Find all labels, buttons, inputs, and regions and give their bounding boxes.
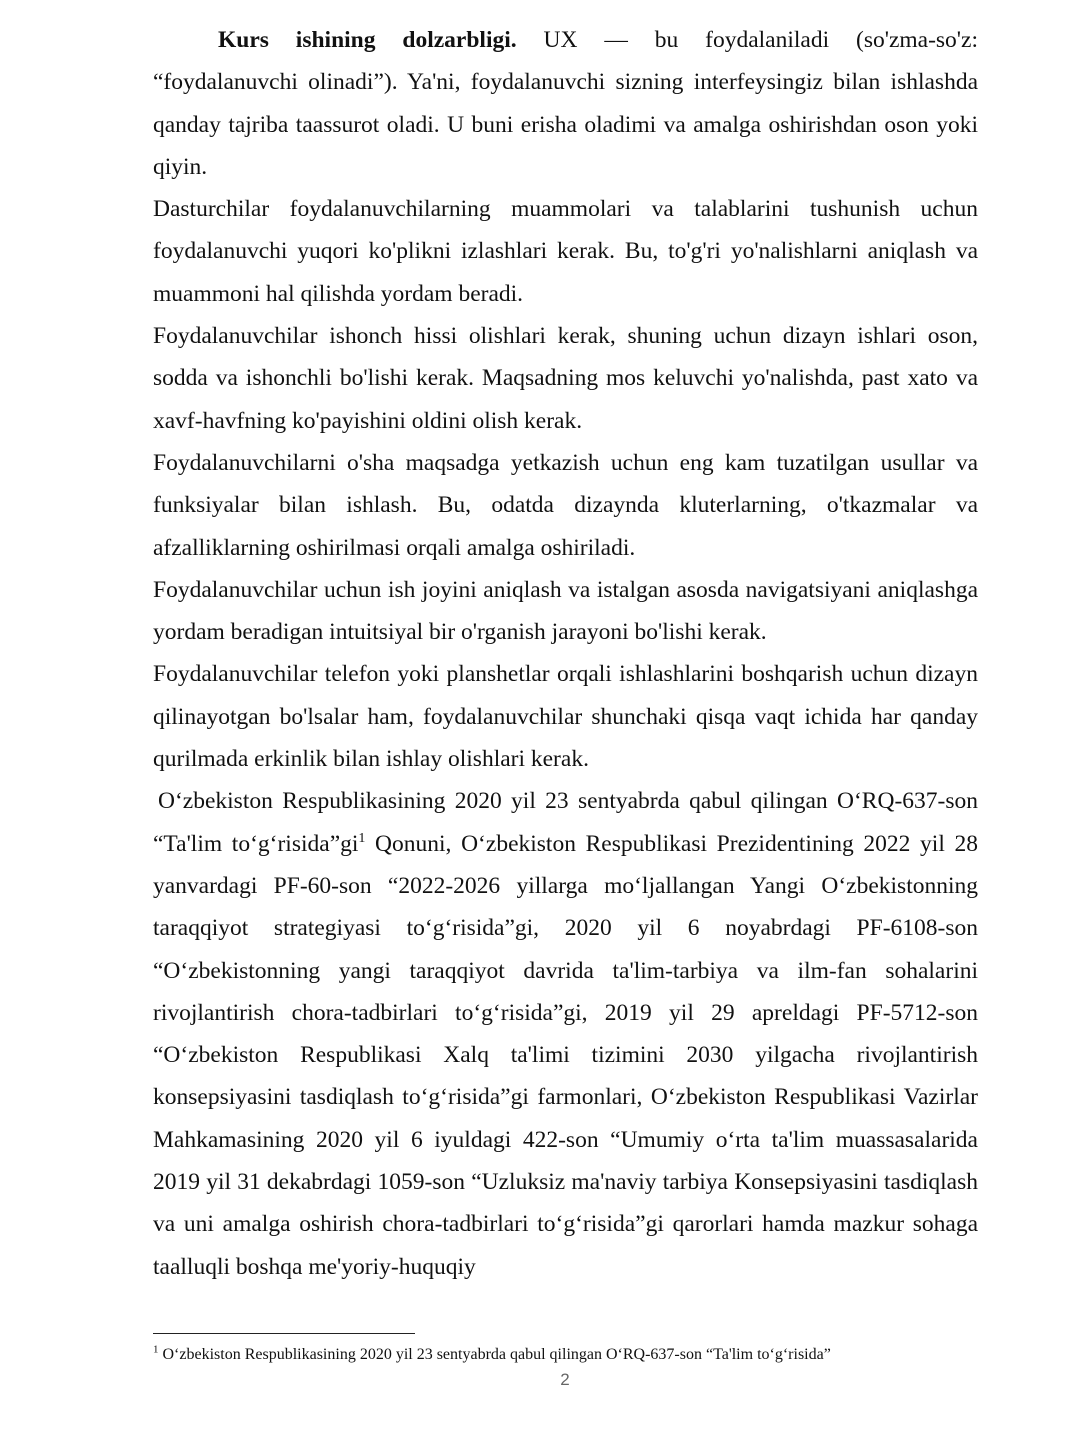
body-text <box>153 19 978 1288</box>
footnote <box>153 1344 978 1366</box>
paragraph-developers: Dasturchilar foydalanuvchilarning muammolari va talablarini tushunish uchun foydalanuvchi yuqori ko'plikni izlashlari kerak. Bu, to'g'ri yo'nalishlarni aniqlash va muammoni hal qilishda yordam beradi. <box>153 196 978 307</box>
footnote-separator <box>153 1333 415 1334</box>
paragraph-relevance <box>153 19 978 188</box>
paragraph-trust: Foydalanuvchilar ishonch hissi olishlari kerak, shuning uchun dizayn ishlari oson, sodda va ishonchli bo'lishi kerak. Maqsadning mos keluvchi yo'nalishda, past xato va xavf-havfning ko'payishini oldini olish kerak. <box>153 323 978 434</box>
legislation-text-start: Oʻzbekiston Respublikasining 2020 yil 23 sentyabrda qabul qilingan OʻRQ-637-son “Ta'lim toʻgʻrisida”gi <box>153 788 978 857</box>
page-number: 2 <box>560 1370 570 1389</box>
paragraph-legislation <box>153 780 978 1288</box>
paragraph-navigation: Foydalanuvchilar uchun ish joyini aniqlash va istalgan asosda navigatsiyani aniqlashga yordam beradigan intuitsiyal bir o'rganish jarayoni bo'lishi kerak. <box>153 576 978 646</box>
legislation-text-rest: Qonuni, Oʻzbekiston Respublikasi Prezidentining 2022 yil 28 yanvardagi PF-60-son “2022-2026 yillarga moʻljallangan Yangi Oʻzbekistonning taraqqiyot strategiyasi toʻgʻrisida”gi, 2020 yil 6 noyabrdagi PF-6108-son “Oʻzbekistonning yangi taraqqiyot davrida ta'lim-tarbiya va ilm-fan sohalarini rivojlantirish chora-tadbirlari toʻgʻrisida”gi, 2019 yil 29 apreldagi PF-5712-son “Oʻzbekiston Respublikasi Xalq ta'limi tizimini 2030 yilgacha rivojlantirish konsepsiyasini tasdiqlash toʻgʻrisida”gi farmonlari, Oʻzbekiston Respublikasi Vazirlar Mahkamasining 2020 yil 6 iyuldagi 422-son “Umumiy oʻrta ta'lim muassasalarida 2019 yil 31 dekabrdagi 1059-son “Uzluksiz ma'naviy tarbiya Konsepsiyasini tasdiqlash va uni amalga oshirish chora-tadbirlari toʻgʻrisida”gi qarorlari hamda mazkur sohaga taalluqli boshqa me'yoriy-huquqiy <box>153 830 978 1280</box>
footnote-number: 1 <box>153 1343 159 1356</box>
footnote-reference[interactable]: 1 <box>358 830 366 846</box>
footnote-text: Oʻzbekiston Respublikasining 2020 yil 23 sentyabrda qabul qilingan OʻRQ-637-son “Ta'lim toʻgʻrisida” <box>158 1346 831 1363</box>
paragraph-efficiency: Foydalanuvchilarni o'sha maqsadga yetkazish uchun eng kam tuzatilgan usullar va funksiyalar bilan ishlash. Bu, odatda dizaynda kluterlarning, o'tkazmalar va afzalliklarning oshirilmasi orqali amalga oshiriladi. <box>153 449 978 561</box>
paragraph-devices: Foydalanuvchilar telefon yoki planshetlar orqali ishlashlarini boshqarish uchun dizayn qilinayotgan bo'lsalar ham, foydalanuvchilar shunchaki qisqa vaqt ichida har qanday qurilmada erkinlik bilan ishlay olishlari kerak. <box>153 661 978 773</box>
paragraph-text: UX — bu foydalaniladi (so'zma-so'z: “foydalanuvchi olinadi”). Ya'ni, foydalanuvchi sizning interfeysingiz bilan ishlashda qanday tajriba taassurot oladi. U buni erisha oladimi va amalga oshirishdan oson yoki qiyin. <box>153 27 979 180</box>
section-heading: Kurs ishining dolzarbligi. <box>218 27 517 53</box>
